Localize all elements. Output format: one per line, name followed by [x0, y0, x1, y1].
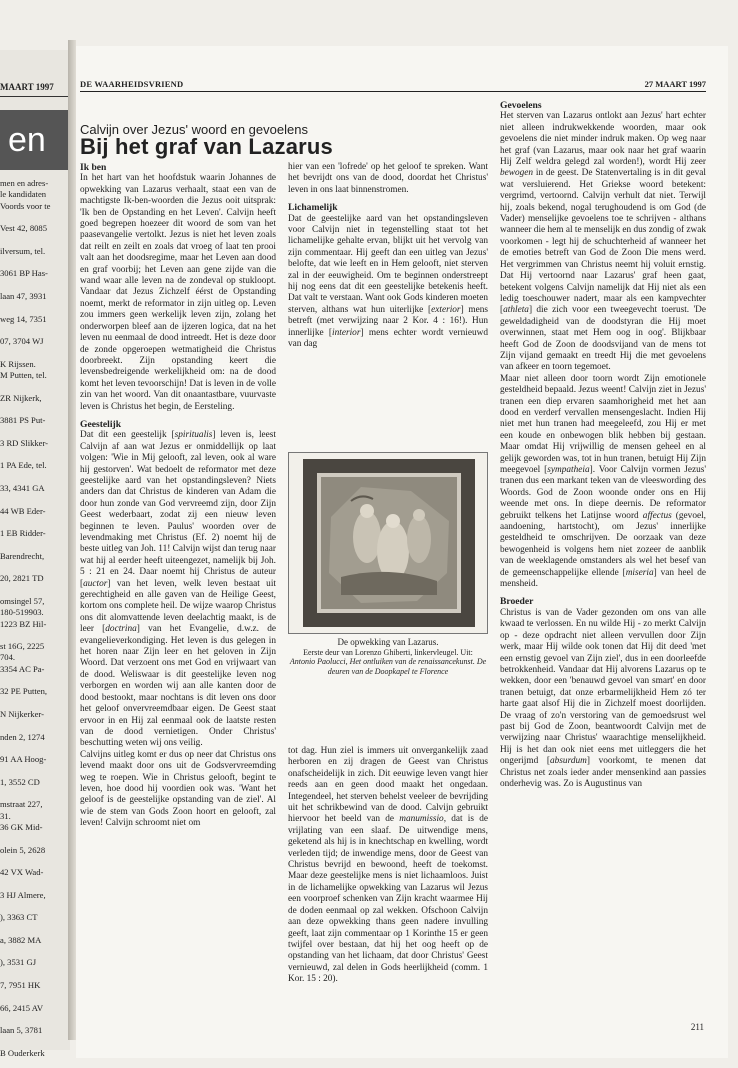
left-page-fragment	[0, 50, 70, 1058]
left-page-line	[0, 1014, 68, 1025]
left-page-line: 7, 7951 HK	[0, 980, 41, 991]
left-page-line	[0, 494, 68, 505]
article-title: Bij het graf van Lazarus	[80, 134, 333, 159]
left-page-line: 20, 2821 TD	[0, 573, 44, 584]
left-page-line	[0, 878, 68, 889]
left-page-line: Voords voor te	[0, 200, 51, 211]
left-page-line: nden 2, 1274	[0, 731, 45, 742]
left-page-line: omsingel 57,	[0, 595, 45, 606]
section-heading-geestelijk: Geestelijk	[80, 418, 122, 430]
column-1	[80, 162, 276, 830]
left-page-line	[0, 946, 68, 957]
header-rule	[80, 91, 706, 92]
left-page-line	[0, 720, 68, 731]
left-page-line: 1 PA Ede, tel.	[0, 460, 47, 471]
left-page-line	[0, 788, 68, 799]
left-page-line	[0, 234, 68, 245]
left-page-line: 3061 BP Has-	[0, 268, 48, 279]
left-page-line	[0, 924, 68, 935]
left-page-line: 180-519903.	[0, 607, 44, 618]
publication-date: 27 MAART 1997	[644, 79, 706, 89]
column-3	[500, 100, 706, 790]
left-page-line: N Nijkerker-	[0, 708, 44, 719]
left-page-line	[0, 280, 68, 291]
col2-opening-text: hier van een 'lofrede' op het geloof te spreken. Want het bevrijdt ons van de dood, doordat het Christus' leven in ons laat binnenstromen.	[288, 162, 488, 195]
left-page-line	[0, 347, 68, 358]
article-kicker: Calvijn over Jezus' woord en gevoelens	[80, 122, 308, 137]
left-page-line: ), 3363 CT	[0, 912, 38, 923]
section-text-gevoelens: Het sterven van Lazarus ontlokt aan Jezus' hart echter niet alleen indrukwekkende woorden, maar ook gevoelens die niet minder indruk maken. Op weg naar het graf (van Lazarus, maar ook naar het graf waarin Hij Zelf weldra gelegd zal worden!), wordt Hij zeer bewogen in de geest. De Statenvertaling is in dit geval wat versluierend. Het Griekse woord betekent: vergrimd, vertoornd. Calvijn verhult dat niet. Terwijl hij, zoals bekend, nogal terughoudend is om God (de Vader) menselijke gevoelens toe te schrijven - althans wanneer die hem al te menselijk en dus zondig of zwak voorkomen - legt hij de schuchterheid af wanneer het de emoties betreft van God de Zoon Die mens werd. Het vergrimmen van Christus neemt hij voluit ernstig. Dat Hij vertoornd naar Lazarus' graf heen gaat, betekent volgens Calvijn namelijk dat Hij niet als een ledig toeschouwer nadert, maar als een kampvechter [athleta] die zich voor een tweegevecht toerust. 'De geweldadigheid van de doodstyran die Hij moet overwinnen, staat met Hem oog in oog'. Blijkbaar heeft God de Zoon de doodsvijand van de mens tot Zijn vijand gemaakt en treedt Hij die met gevoelens van afkeer en toorn tegemoet.	[500, 111, 707, 373]
left-page-line: st 16G, 2225	[0, 641, 45, 652]
left-page-line: 07, 3704 WJ	[0, 336, 44, 347]
left-page-title-box: en	[0, 110, 68, 170]
left-page-line: mstraat 227,	[0, 799, 43, 810]
relief-photo	[288, 452, 488, 634]
relief-frame	[303, 459, 475, 627]
left-page-line: 66, 2415 AV	[0, 1002, 44, 1013]
left-page-line	[0, 540, 68, 551]
relief-panel	[317, 473, 461, 613]
section-heading-lichamelijk: Lichamelijk	[288, 202, 338, 214]
left-page-header: MAART 1997	[0, 82, 54, 92]
left-page-line	[0, 833, 68, 844]
photo-caption	[288, 638, 488, 676]
left-page-line	[0, 517, 68, 528]
left-page-line: 1, 3552 CD	[0, 776, 40, 787]
left-page-line	[0, 562, 68, 573]
left-page-line: a, 3882 MA	[0, 934, 42, 945]
left-page-line: laan 47, 3931	[0, 290, 47, 301]
column-2-top	[288, 162, 488, 351]
left-page-line	[0, 404, 68, 415]
caption-source: Antonio Paolucci, Het ontluiken van de renaissancekunst. De deuren van de Doopkapel te Florence	[289, 657, 487, 676]
left-page-line	[0, 472, 68, 483]
left-page-line: 91 AA Hoog-	[0, 754, 47, 765]
left-page-line: le kandidaten	[0, 189, 47, 200]
section-heading-broeder: Broeder	[500, 596, 534, 608]
left-page-line: 44 WB Eder-	[0, 505, 46, 516]
left-page-line: 33, 4341 GA	[0, 483, 45, 494]
left-page-line	[0, 856, 68, 867]
publication-name: DE WAARHEIDSVRIEND	[80, 79, 184, 89]
left-page-line	[0, 325, 68, 336]
caption-credit: Eerste deur van Lorenzo Ghiberti, linkervleugel. Uit:	[303, 647, 473, 657]
left-page-line: M Putten, tel.	[0, 370, 47, 381]
left-page-line: 3 HJ Almere,	[0, 889, 46, 900]
left-page-line: 31.	[0, 810, 11, 821]
left-page-line	[0, 675, 68, 686]
left-page-line: 1 EB Ridder-	[0, 528, 46, 539]
left-page-line: 3354 AC Pa-	[0, 663, 45, 674]
left-page-line	[0, 743, 68, 754]
left-page-line: B Ouderkerk	[0, 1047, 45, 1058]
book-gutter	[68, 40, 76, 1040]
left-page-line: ), 3531 GJ	[0, 957, 37, 968]
section-heading-ik-ben: Ik ben	[80, 162, 107, 173]
left-page-line	[0, 1037, 68, 1048]
section-text-geestelijk-2: Calvijns uitleg komt er dus op neer dat Christus ons levend maakt door ons uit de Godsvervreemding weg te roepen. Wie in Christus gelooft, begint te leven, hoe dood hij voordien ook was. 'Want het geloof is de geestelijke opstanding van de ziel'. Al wie de stem van Gods Zoon hoort en gelooft, zal leven! Calvijn schroomt niet om	[80, 749, 276, 829]
left-page-line	[0, 969, 68, 980]
left-page-line: Vest 42, 8085	[0, 223, 48, 234]
left-page-line: Barendrecht,	[0, 550, 45, 561]
left-page-line	[0, 991, 68, 1002]
section-heading-gevoelens: Gevoelens	[500, 100, 542, 111]
section-text-broeder: Christus is van de Vader gezonden om ons van alle kwaad te verlossen. En nu wilde Hij - zo merkt Calvijn op - deze opdracht niet alleen vervullen door Zijn werk, maar Hij wilde ook tonen dat Hij dit deed 'met een ernstig gevoel van Zijn ziel', dus in een doorleefde betrokkenheid. Vandaar dat Hij alvorens Lazarus op te wekken, door een 'benauwd gevoel van smart' en door tranen betuigt, dat onze erbarmelijkheid Hem zó ter harte gaat alsof Hij die in Zichzelf moest doorlijden. De vraag of zo'n verstoring van de gemoedsrust wel past bij God de Zoon, beantwoordt Calvijn met de verwijzing naar Christus' waarachtige menselijkheid. Hij is het dan ook niet eens met uitleggers die het ongerijmd [absurdum] voorkomt, te menen dat Christus net zoals ieder ander mensenkind aan passies onderhevig was. Zo is Augustinus van	[500, 607, 707, 789]
left-page-line	[0, 630, 68, 641]
section-text-geestelijk: Dat dit een geestelijk [spiritualis] leven is, leest Calvijn af aan wat Jezus er onmiddellijk op laat volgen: 'Wie in Mij gelooft, zal leven, ook al ware hij gestorven'. Wat bedoelt de reformator met deze geestelijke aard van het opstandingsleven? Niets anders dan dat Christus de kinderen van Adam die door hun zonde van God vervreemd zijn, door Zijn Geest wederbaart, zodat zij een nieuw leven beginnen te leven. Paulus' woorden over de levendmaking met Christus (Ef. 2) noemt hij de beste uitleg van Joh. 11! Calvijn wijst dan terug naar wat hij al eerder heeft uiteengezet, namelijk bij Joh. 5 : 21 en 24. Daar noemt hij Christus de auteur [auctor] van het leven, welk leven bestaat uit gerechtigheid en alle gaven van de Heilige Geest, kortom ons complete heil. De wijze waarop Christus ons dit alomvattende leven deelachtig maakt, is de leer [doctrina] van het Evangelie, d.w.z. de evangelieverkondiging. Het leven is dus gelegen in het horen naar Zijn leer en het geloven in Zijn Woord. Dat verzoent ons met God en vrijwaart van de dood. Weliswaar is dit geestelijke leven nog verborgen en worden wij aan alle kanten door de dood bestookt, maar nochtans is dit leven ons door het geloof onvervreemdbaar eigen. De Geest staat ervoor in en Hij zal eenmaal ook de laatste resten van de dood vernietigen. Onder Christus' beschutting weten wij ons veilig.	[80, 430, 277, 749]
left-page-line: olein 5, 2628	[0, 844, 46, 855]
left-page-line	[0, 901, 68, 912]
left-page-line: 3 RD Slikker-	[0, 437, 49, 448]
relief-figures	[321, 477, 457, 609]
left-page-line	[0, 427, 68, 438]
left-page-line: 1223 BZ Hil-	[0, 618, 47, 629]
left-page-line: 3881 PS Put-	[0, 415, 46, 426]
section-text-gevoelens-2: Maar niet alleen door toorn wordt Zijn emotionele gesteldheid bepaald. Jezus weent! Calvijn ziet in Jezus' tranen een diep ervaren saamhorigheid met het aan dood en verderf vervallen mensengeslacht. Indien Hij niet met hun tranen had meegeleefd, zou Hij er met een koude en onbewogen blik hebben bij gestaan. Maar omdat Hij vrijwillig de mensen geheel en al gelijk geworden was, tot in hun tranen, betuigt Hij Zijn meegevoel [sympatheia]. Voor Calvijn vormen Jezus' tranen dus een markant teken van de vleeswording des Woords. God de Zoon woonde onder ons en Hij weende met ons. In diepe deernis. De reformator gebruikt telkens het Latijnse woord affectus (gevoel, aandoening, hartstocht), om Jezus' innerlijke gesteldheid te omschrijven. De oorzaak van deze bewogenheid is volgens hem niet zozeer de aanblik van de weeklagende omstanders als wel het besef van de gemeenschappelijke ellende [miseria] van heel de mensheid.	[500, 373, 707, 590]
left-page-line: laan 5, 3781	[0, 1025, 43, 1036]
page-number: 211	[690, 1022, 704, 1032]
left-page-line	[0, 257, 68, 268]
left-page-lines	[0, 178, 68, 1059]
left-page-line: ilversum, tel.	[0, 245, 46, 256]
left-page-line	[0, 698, 68, 709]
left-page-line: 42 VX Wad-	[0, 867, 44, 878]
right-page	[76, 46, 728, 1058]
left-page-line: weg 14, 7351	[0, 313, 47, 324]
left-page-line	[0, 212, 68, 223]
left-page-line: men en adres-	[0, 178, 49, 188]
left-page-line	[0, 449, 68, 460]
col2-continuation-text: tot dag. Hun ziel is immers uit onvergankelijk zaad herboren en zij dragen de Geest van Christus onafscheidelijk in zich. Dit eeuwige leven vangt hier reeds aan en geen dood maakt het ongedaan. Integendeel, het sterven behelst veeleer de bevrijding uit het schrikbewind van de dood. Calvijn gebruikt hiervoor het beeld van de manumissio, dat is de vrijlating van een slaaf. De uitwendige mens, geketend als hij is in knechtschap en kwelling, wordt verleden tijd; de inwendige mens, door de Geest van Christus bevrijd en bewoond, heeft de toekomst. Maar deze geestelijke mens is niet lichaamloos. Juist in de lichamelijke opwekking van Lazarus wil Jezus een voorproef schenken van Zijn kracht waarmee Hij de doden eenmaal op zal wekken. Ofschoon Calvijn aan deze opwekking thans geen nadere invulling geeft, laat zijn commentaar op 1 Korinthe 15 er geen twijfel over bestaan, dat hij het oog heeft op de opstanding van het lichaam, dat door Christus' Geest vernieuwd, zal delen in Gods heerlijkheid (comm. 1 Kor. 15 : 20).	[288, 746, 488, 985]
left-page-rule	[0, 96, 68, 97]
left-page-line	[0, 765, 68, 776]
left-page-line	[0, 585, 68, 596]
left-page-line: 36 GK Mid-	[0, 821, 43, 832]
left-page-line: 704.	[0, 652, 16, 663]
left-page-line: 32 PE Putten,	[0, 686, 48, 697]
section-text-ik-ben: In het hart van het hoofdstuk waarin Johannes de opwekking van Lazarus verhaalt, staat een van de machtigste Ik-ben-woorden die Jezus ooit uitsprak: 'Ik ben de Opstanding en het Leven'. Calvijn heeft goed begrepen hoezeer dit woord de som van het paasevangelie vertolkt. Jezus is niet het leven zoals dat reilt en zeilt en zoals dat vroeg of laat ten prooi valt aan het doodsregime, maar het Leven aan dood en graf voorbij; het Leven aan gene zijde van die wand waar alle leven na de zondeval op stukloopt. Vandaar dat Jezus Zichzelf éérst de Opstanding noemt, merkt de reformator in zijn uitleg op. Leven zou immers geen werkelijk leven zijn, zolang het onderworpen bleef aan de ijzeren logica, dat na het leven nu eenmaal de dood intreedt. Het is deze door de zonde opgeroepen wetmatigheid die Christus doorbreekt. Zijn opstanding keert die levensbedreigende werkelijkheid om: na de dood komt het leven tevoorschijn! Dat is leven in de volle zin van het woord. Van dit onaantastbare, vuurvaste leven is Christus het begin, de Eersteling.	[80, 173, 276, 412]
left-page-line: ZR Nijkerk,	[0, 392, 42, 403]
left-page-line	[0, 302, 68, 313]
section-text-lichamelijk: Dat de geestelijke aard van het opstandingsleven voor Calvijn niet in tegenstelling staat tot het lichamelijke gehalte ervan, blijkt uit het vervolg van zijn commentaar. Hij geeft dan een uitleg van Jezus' belofte, dat wie leeft en in Hem gelooft, niet sterven zal in der eeuwigheid. Om te beginnen onderstreept hij nog eens dat dit een geestelijke betekenis heeft. Dat valt te verstaan. Want ook Gods kinderen moeten sterven, althans wat hun uiterlijke [exterior] mens betreft (met verwijzing naar 2 Kor. 4 : 16!). Hun innerlijke [interior] mens echter wordt vernieuwd van dag	[288, 213, 489, 350]
left-page-line	[0, 381, 68, 392]
column-2-bottom	[288, 746, 488, 986]
left-page-line: K Rijssen.	[0, 358, 36, 369]
caption-title: De opwekking van Lazarus.	[337, 637, 439, 647]
